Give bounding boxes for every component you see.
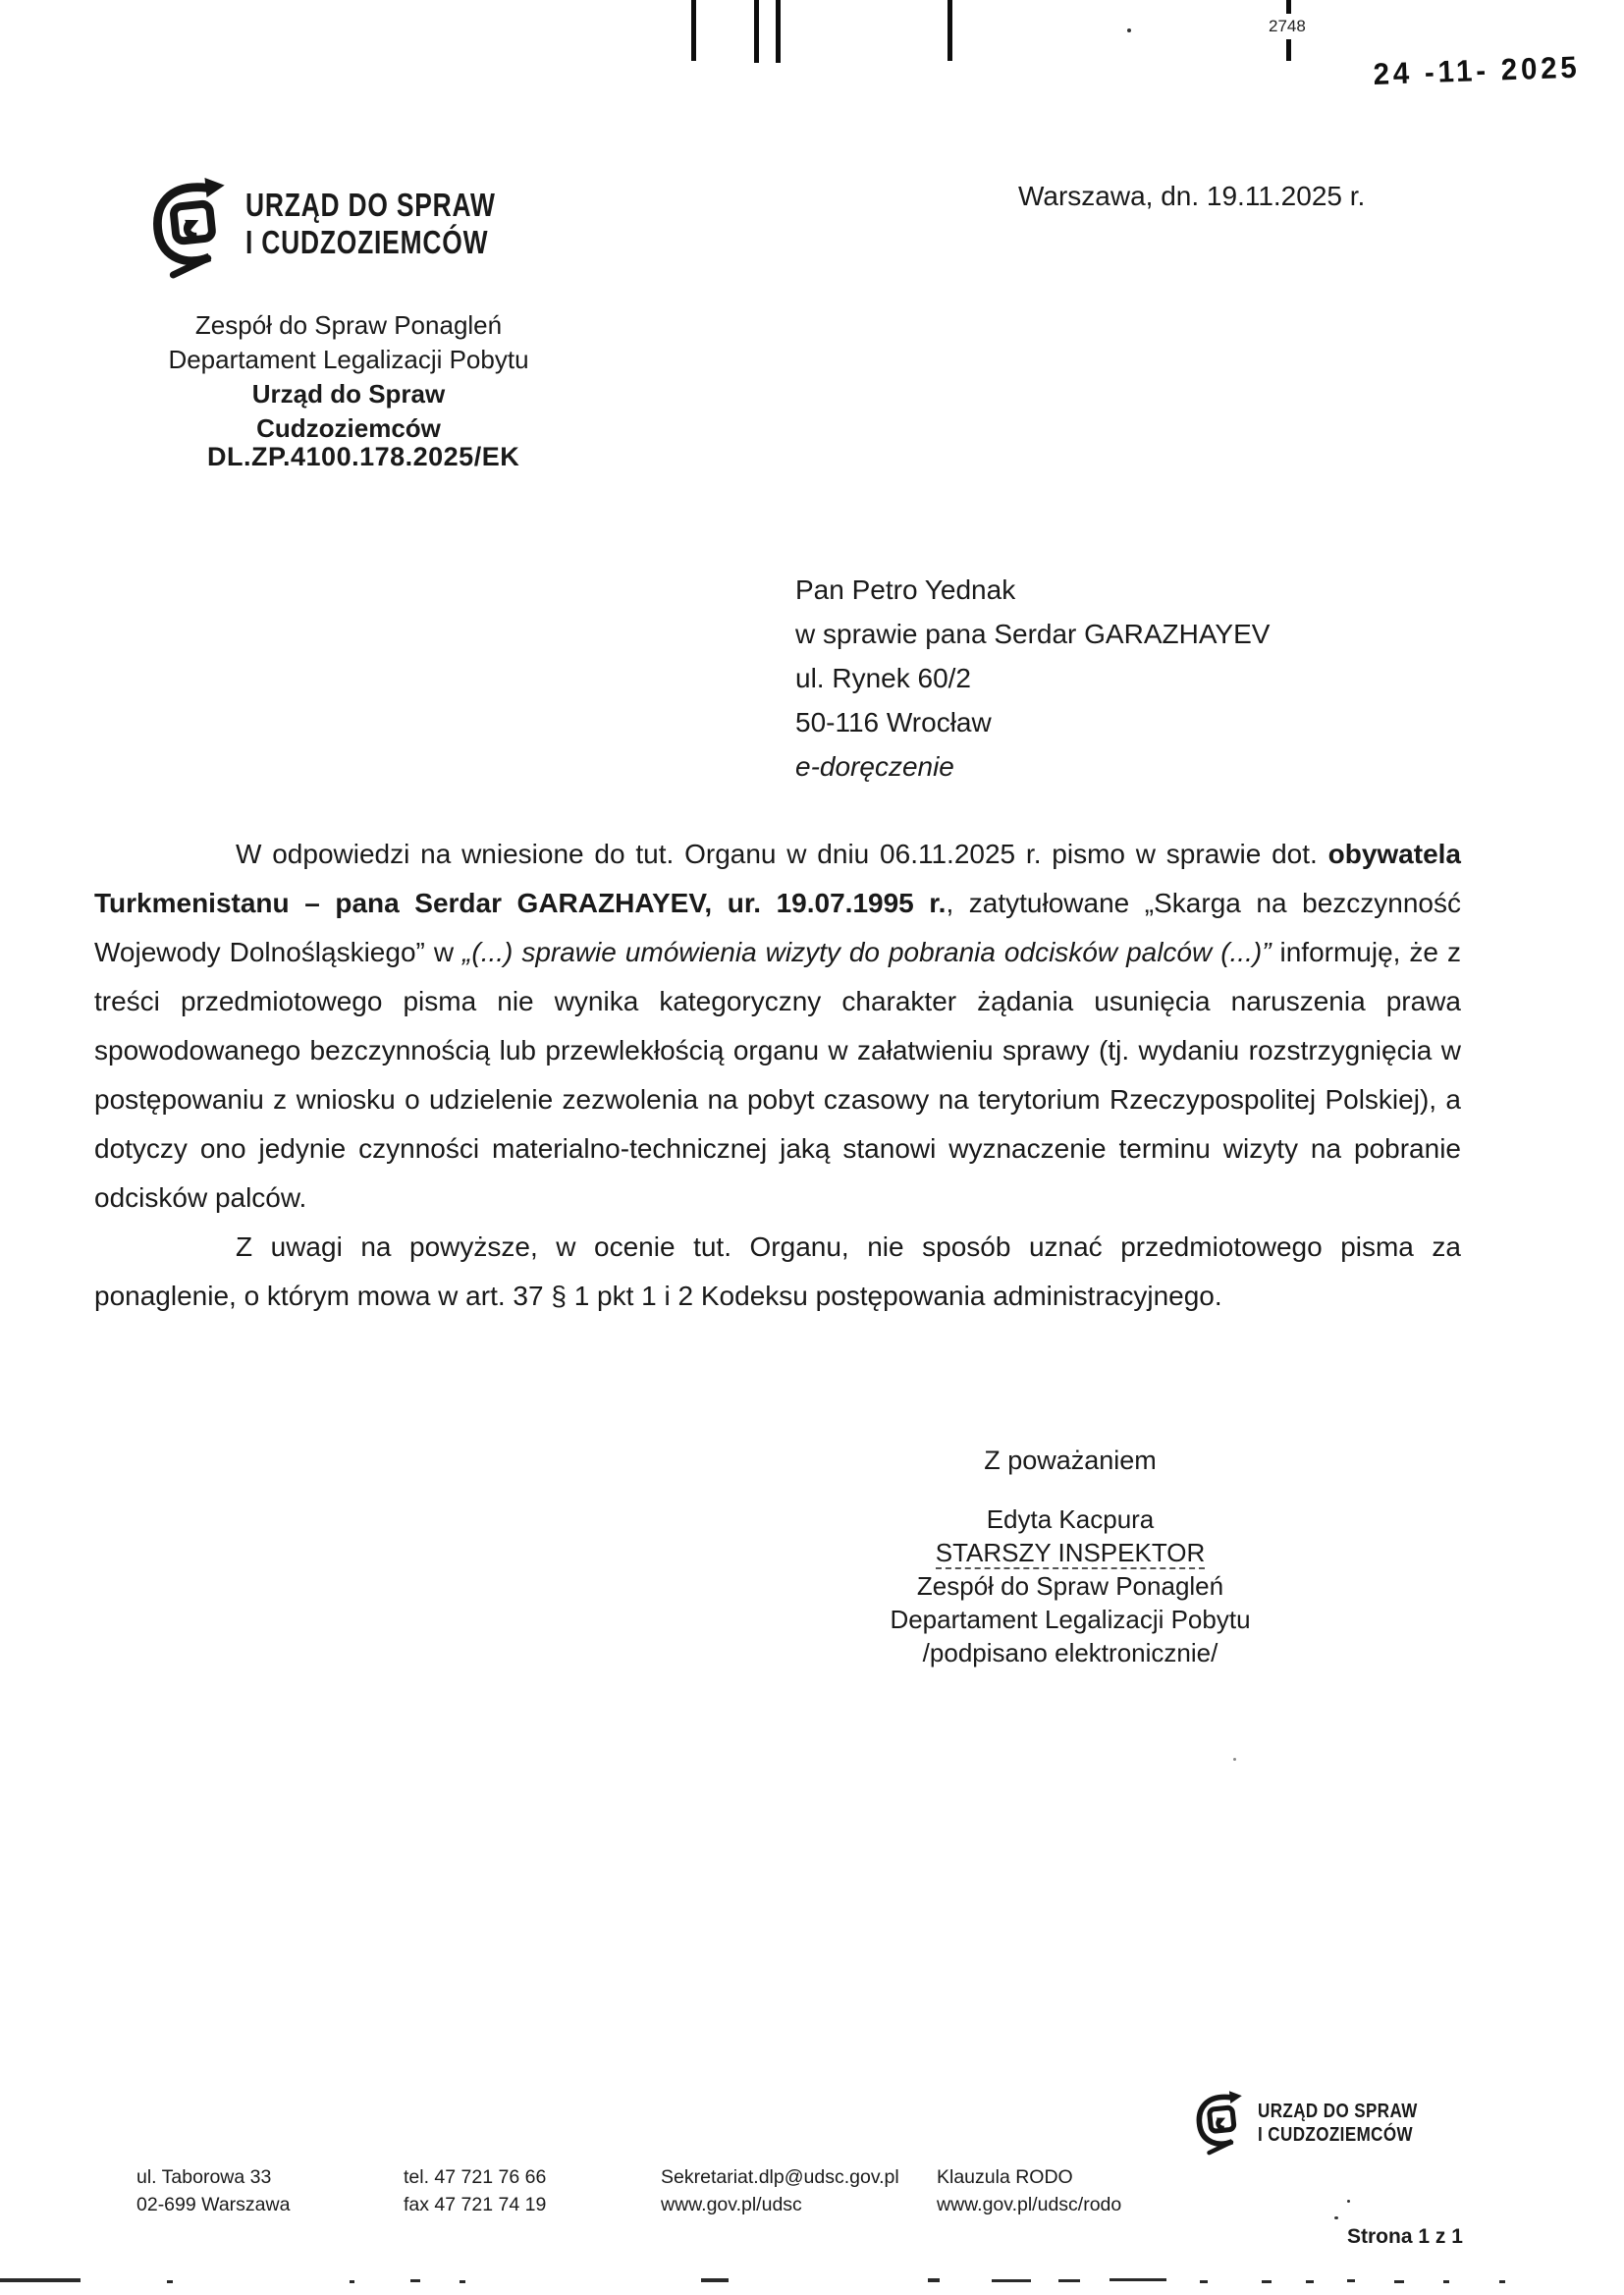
recipient-block xyxy=(795,568,1270,789)
udsc-logo-text xyxy=(245,187,496,261)
footer-line: 02-699 Warszawa xyxy=(136,2194,291,2215)
received-date-stamp: 24 -11- 2025 xyxy=(1373,49,1582,91)
footer-email-web xyxy=(661,2163,899,2218)
footer-line: Sekretariat.dlp@udsc.gov.pl xyxy=(661,2166,899,2188)
department-line: Urząd do Spraw Cudzoziemców xyxy=(251,379,446,443)
recipient-name: Pan Petro Yednak xyxy=(795,574,1016,605)
scan-mark xyxy=(691,0,696,61)
page-number: Strona 1 z 1 xyxy=(1347,2225,1463,2248)
footer-line: www.gov.pl/udsc xyxy=(661,2194,802,2215)
scan-speck xyxy=(1233,1758,1236,1761)
department-line: Zespół do Spraw Ponagleń xyxy=(194,310,503,340)
body-paragraph-1: W odpowiedzi na wniesione do tut. Organu w dniu 06.11.2025 r. pismo w sprawie dot. obywatela Turkmenistanu – pana Serdar GARAZHAYEV, ur. 19.07.1995 r., zatytułowane „Skarga na bezczynność Wojewody Dolnośląskiego” w „(...) sprawie umówienia wizyty do pobrania odcisków palców (...)” informuję, że z treści przedmiotowego pisma nie wynika kategoryczny charakter żądania usunięcia naruszenia prawa spowodowanego bezczynnością lub przewlekłością organu w załatwieniu sprawy (tj. wydaniu rozstrzygnięcia w postępowaniu z wniosku o udzielenie zezwolenia na pobyt czasowy na terytorium Rzeczypospolitej Polskiej), a dotyczy ono jedynie czynności materialno-technicznej jaką stanowi wyznaczenie terminu wizyty na pobranie odcisków palców. xyxy=(94,839,1461,1213)
udsc-logo-footer xyxy=(1191,2090,1445,2155)
department-line: Departament Legalizacji Pobytu xyxy=(168,345,529,374)
footer-line: Klauzula RODO xyxy=(937,2166,1073,2188)
scan-mark xyxy=(776,0,781,63)
udsc-logo-icon xyxy=(143,169,241,286)
signer-name: Edyta Kacpura xyxy=(986,1504,1155,1534)
logo-line2: I CUDZOZIEMCÓW xyxy=(1258,2124,1413,2146)
logo-line2: I CUDZOZIEMCÓW xyxy=(245,224,489,260)
scan-mark xyxy=(1286,0,1291,14)
recipient-city: 50-116 Wrocław xyxy=(795,707,992,738)
logo-line1: URZĄD DO SPRAW xyxy=(1258,2101,1418,2122)
salutation: Z poważaniem xyxy=(984,1446,1157,1475)
footer-rodo xyxy=(937,2163,1121,2218)
logo-line1: URZĄD DO SPRAW xyxy=(245,187,496,223)
scan-speck xyxy=(1347,2200,1350,2203)
body-paragraph-2: Z uwagi na powyższe, w ocenie tut. Organu, nie sposób uznać przedmiotowego pisma za ponaglenie, o którym mowa w art. 37 § 1 pkt 1 i 2 Kodeksu postępowania administracyjnego. xyxy=(94,1231,1461,1311)
signature-block xyxy=(874,1444,1267,1669)
place-date: Warszawa, dn. 19.11.2025 r. xyxy=(1018,181,1366,211)
recipient-street: ul. Rynek 60/2 xyxy=(795,663,971,693)
doc-number: 2748 xyxy=(1269,17,1306,35)
recipient-delivery-method: e-doręczenie xyxy=(795,751,954,782)
letter-body xyxy=(94,830,1461,1321)
footer-phone xyxy=(404,2163,546,2218)
footer-line: www.gov.pl/udsc/rodo xyxy=(937,2194,1122,2215)
scan-speck xyxy=(1127,28,1131,32)
signer-department: Departament Legalizacji Pobytu xyxy=(890,1605,1251,1634)
scan-mark xyxy=(947,0,952,61)
scan-mark xyxy=(1286,39,1291,61)
recipient-case: w sprawie pana Serdar GARAZHAYEV xyxy=(795,619,1271,649)
scan-speck xyxy=(1334,2216,1338,2219)
udsc-logo-text xyxy=(1258,2100,1418,2147)
signer-unit: Zespół do Spraw Ponagleń xyxy=(916,1571,1224,1601)
udsc-logo-icon xyxy=(1188,2087,1256,2158)
electronic-signature-note: /podpisano elektronicznie/ xyxy=(922,1638,1218,1667)
footer-line: tel. 47 721 76 66 xyxy=(404,2166,547,2188)
sender-department-block xyxy=(157,308,540,446)
footer-address xyxy=(136,2163,290,2218)
scan-mark xyxy=(754,0,759,63)
footer-line: ul. Taborowa 33 xyxy=(136,2166,272,2188)
footer-line: fax 47 721 74 19 xyxy=(404,2194,547,2215)
reference-number: DL.ZP.4100.178.2025/EK xyxy=(207,442,520,471)
signer-title: STARSZY INSPEKTOR xyxy=(935,1538,1206,1567)
udsc-logo-header xyxy=(149,173,558,281)
